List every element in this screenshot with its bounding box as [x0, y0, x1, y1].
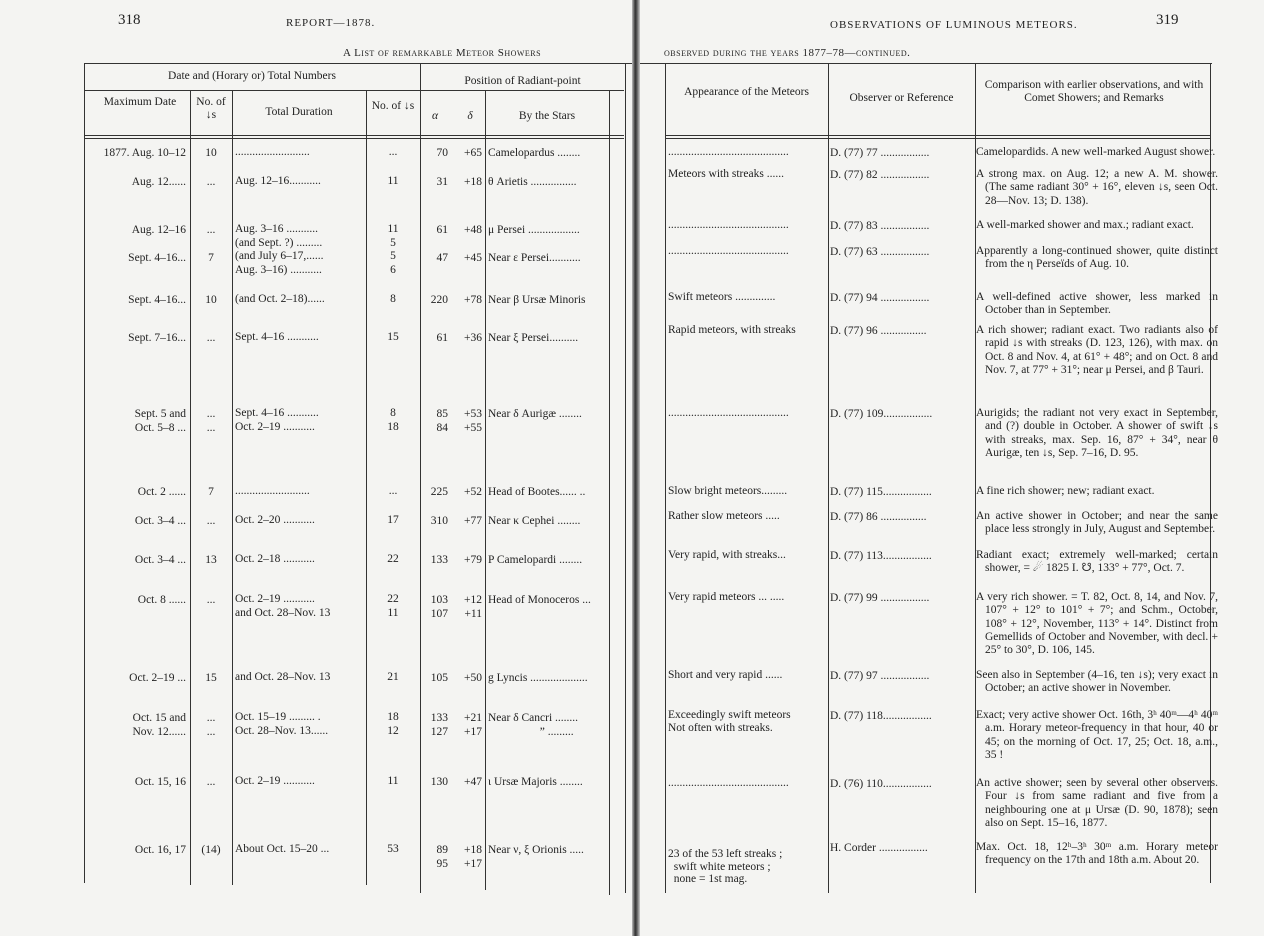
observer-cell: D. (77) 83 .................	[830, 220, 930, 232]
appearance-cell: ..........................................	[668, 219, 789, 231]
count-cell: 10	[205, 147, 217, 159]
star-cell: P Camelopardi ........	[488, 554, 583, 566]
remarks-cell: Seen also in September (4–16, ten ↓s); very exact in October; an active shower in November.	[976, 669, 1218, 695]
header-comparison: Comparison with earlier observations, and with Comet Showers; and Remarks	[984, 79, 1204, 104]
appearance-cell: 23 of the 53 left streaks ; swift white meteors ; none = 1st mag.	[668, 848, 783, 885]
observer-cell: D. (77) 94 .................	[830, 292, 930, 304]
alpha-cell: 89 95	[436, 844, 448, 870]
header-by-stars: By the Stars	[518, 110, 576, 122]
header-no-of-1: No. of ↓s	[196, 96, 226, 121]
observer-cell: D. (77) 77 .................	[830, 147, 930, 159]
delta-cell: +12 +11	[464, 594, 482, 620]
remarks-cell: A very rich shower. = T. 82, Oct. 8, 14, and Nov. 7, 107° + 12° to 101° + 7°; and Schm., October, 108° + 12°, November, 113° + 14°. Distinct from Gemellids of October and November, with decl. + 25° to 30°, D. 106, 145.	[976, 591, 1218, 657]
observer-cell: D. (77) 82 .................	[830, 169, 930, 181]
alpha-cell: 130	[430, 776, 448, 788]
header-no-of-2: No. of ↓s	[371, 100, 415, 112]
alpha-cell: 31	[436, 176, 448, 188]
appearance-cell: Swift meteors ..............	[668, 291, 776, 303]
table-caption: observed during the years 1877–78—continued.	[664, 47, 911, 59]
delta-cell: +65	[464, 147, 482, 159]
header-delta: δ	[467, 110, 473, 122]
appearance-cell: ..........................................	[668, 146, 789, 158]
max-date-cell: Oct. 3–4 ...	[134, 554, 186, 566]
duration-cell: Sept. 4–16 ...........	[235, 331, 319, 343]
total-count-cell: 11 5 5 6	[387, 223, 399, 276]
delta-cell: +48 +45	[464, 224, 482, 264]
right-page	[640, 0, 1264, 936]
count-cell: ...	[206, 332, 216, 344]
total-count-cell: 17	[387, 514, 399, 526]
max-date-cell: Sept. 5 and Oct. 5–8 ...	[134, 408, 186, 434]
star-cell: μ Persei .................. Near ε Persei...........	[488, 224, 581, 264]
duration-cell: About Oct. 15–20 ...	[235, 843, 330, 855]
appearance-cell: Very rapid meteors ... .....	[668, 591, 785, 603]
remarks-cell: Max. Oct. 18, 12ʰ–3ʰ 30ᵐ a.m. Horary meteor frequency on the 17th and 18th a.m. About 20.	[976, 841, 1218, 867]
total-count-cell: 8	[390, 293, 396, 305]
count-cell: (14)	[201, 844, 221, 856]
remarks-cell: Camelopardids. A new well-marked August shower.	[976, 146, 1216, 158]
header-max-date: Maximum Date	[103, 96, 177, 108]
total-count-cell: 11	[387, 775, 399, 787]
alpha-cell: 103 107	[430, 594, 448, 620]
max-date-cell: Oct. 15, 16	[134, 776, 186, 788]
appearance-cell: ..........................................	[668, 245, 789, 257]
star-cell: Head of Bootes...... ..	[488, 486, 586, 498]
count-cell: ... ...	[206, 408, 216, 434]
delta-cell: +18 +17	[464, 844, 482, 870]
header-total-duration: Total Duration	[265, 106, 333, 118]
observer-cell: D. (77) 96 ................	[830, 325, 927, 337]
duration-cell: and Oct. 28–Nov. 13	[235, 671, 331, 683]
duration-cell: ..........................	[235, 146, 310, 158]
total-count-cell: 21	[387, 671, 399, 683]
duration-cell: Aug. 12–16...........	[235, 175, 321, 187]
max-date-cell: Oct. 16, 17	[134, 844, 186, 856]
remarks-cell: Radiant exact; extremely well-marked; certain shower, = ☄ 1825 I. ☋, 133° + 77°, Oct. 7.	[976, 549, 1218, 575]
delta-cell: +53 +55	[464, 408, 482, 434]
count-cell: 13	[205, 554, 217, 566]
delta-cell: +50	[464, 672, 482, 684]
observer-cell: D. (77) 115.................	[830, 486, 932, 498]
count-cell: ...	[206, 176, 216, 188]
remarks-cell: A rich shower; radiant exact. Two radiants also of rapid ↓s with streaks (D. 123, 126), with max. on Oct. 8 and Nov. 4, at 61° + 48°; and on Oct. 8 and Nov. 7, at 77° + 31°; near μ Persei, and β Tauri.	[976, 324, 1218, 376]
observer-cell: H. Corder .................	[830, 842, 928, 854]
remarks-cell: An active shower; seen by several other observers. Four ↓s from same radiant and five from a neighbouring one at μ Ursæ (D. 90, 1878); seen also on Sept. 15–16, 1877.	[976, 777, 1218, 829]
appearance-cell: Rather slow meteors .....	[668, 510, 780, 522]
header-alpha: α	[431, 110, 439, 122]
alpha-cell: 133 127	[430, 712, 448, 738]
remarks-cell: A strong max. on Aug. 12; a new A. M. shower. (The same radiant 30° + 16°, eleven ↓s, seen Oct. 28—Nov. 13; D. 138).	[976, 168, 1218, 207]
duration-cell: Oct. 2–19 ...........	[235, 775, 315, 787]
alpha-cell: 225	[430, 486, 448, 498]
delta-cell: +52	[464, 486, 482, 498]
total-count-cell: 8 18	[387, 407, 399, 433]
max-date-cell: Sept. 7–16...	[128, 332, 186, 344]
duration-cell: Oct. 15–19 ......... . Oct. 28–Nov. 13......	[235, 711, 329, 737]
max-date-cell: Oct. 2–19 ...	[129, 672, 186, 684]
table-caption: A List of remarkable Meteor Showers	[343, 47, 542, 59]
star-cell: Near ξ Persei..........	[488, 332, 579, 344]
header-appearance: Appearance of the Meteors	[684, 86, 809, 98]
observer-cell: D. (77) 63 .................	[830, 246, 930, 258]
header-dates-group: Date and (Horary or) Total Numbers	[168, 70, 336, 82]
alpha-cell: 61	[436, 332, 448, 344]
alpha-cell: 133	[430, 554, 448, 566]
appearance-cell: Short and very rapid ......	[668, 669, 783, 681]
total-count-cell: ...	[388, 146, 398, 158]
total-count-cell: 15	[387, 331, 399, 343]
observer-cell: D. (76) 110.................	[830, 778, 932, 790]
total-count-cell: 18 12	[387, 711, 399, 737]
page-number: 319	[1156, 12, 1179, 28]
header-observer: Observer or Reference	[849, 92, 954, 104]
star-cell: Near δ Cancri ........ ” .........	[488, 712, 579, 738]
count-cell: ...	[206, 594, 216, 606]
count-cell: ... 7	[206, 224, 216, 264]
max-date-cell: Oct. 8 ......	[137, 594, 186, 606]
duration-cell: Sept. 4–16 ........... Oct. 2–19 ...........	[235, 407, 319, 433]
duration-cell: Aug. 3–16 ........... (and Sept. ?) ......... (and July 6–17,...... Aug. 3–16) ...........	[235, 223, 324, 276]
star-cell: Head of Monoceros ...	[488, 594, 591, 606]
delta-cell: +78	[464, 294, 482, 306]
total-count-cell: 53	[387, 843, 399, 855]
star-cell: Near δ Aurigæ ........	[488, 408, 582, 420]
book-gutter	[632, 0, 640, 936]
appearance-cell: Slow bright meteors.........	[668, 485, 788, 497]
count-cell: ... ...	[206, 712, 216, 738]
page-number: 318	[118, 12, 141, 28]
appearance-cell: Very rapid, with streaks...	[668, 549, 786, 561]
delta-cell: +36	[464, 332, 482, 344]
appearance-cell: ..........................................	[668, 777, 789, 789]
delta-cell: +21 +17	[464, 712, 482, 738]
max-date-cell: Sept. 4–16...	[128, 294, 186, 306]
observer-cell: D. (77) 99 .................	[830, 592, 930, 604]
appearance-cell: Exceedingly swift meteors Not often with streaks.	[668, 709, 791, 734]
remarks-cell: Apparently a long-continued shower, quite distinct from the η Perseïds of Aug. 10.	[976, 245, 1218, 271]
duration-cell: ..........................	[235, 485, 310, 497]
observer-cell: D. (77) 109.................	[830, 408, 933, 420]
observer-cell: D. (77) 118.................	[830, 710, 932, 722]
star-cell: g Lyncis ....................	[488, 672, 588, 684]
alpha-cell: 105	[430, 672, 448, 684]
star-cell: Near ν, ξ Orionis .....	[488, 844, 584, 856]
star-cell: ι Ursæ Majoris ........	[488, 776, 583, 788]
remarks-cell: A fine rich shower; new; radiant exact.	[976, 485, 1155, 497]
alpha-cell: 85 84	[436, 408, 448, 434]
star-cell: Near κ Cephei ........	[488, 515, 581, 527]
delta-cell: +79	[464, 554, 482, 566]
duration-cell: Oct. 2–18 ...........	[235, 553, 315, 565]
appearance-cell: Rapid meteors, with streaks	[668, 324, 796, 336]
appearance-cell: ..........................................	[668, 407, 789, 419]
appearance-cell: Meteors with streaks ......	[668, 168, 784, 180]
total-count-cell: 22 11	[387, 593, 399, 619]
delta-cell: +47	[464, 776, 482, 788]
remarks-cell: An active shower in October; and near the same place less strongly in July, August and September.	[976, 510, 1218, 536]
total-count-cell: ...	[388, 485, 398, 497]
max-date-cell: Oct. 2 ......	[137, 486, 186, 498]
remarks-cell: A well-marked shower and max.; radiant exact.	[976, 219, 1194, 231]
alpha-cell: 310	[430, 515, 448, 527]
observer-cell: D. (77) 86 ................	[830, 511, 927, 523]
max-date-cell: Aug. 12......	[131, 176, 186, 188]
delta-cell: +18	[464, 176, 482, 188]
running-head: OBSERVATIONS OF LUMINOUS METEORS.	[830, 19, 1078, 31]
remarks-cell: A well-defined active shower, less marked in October than in September.	[976, 291, 1218, 317]
alpha-cell: 70	[436, 147, 448, 159]
remarks-cell: Exact; very active shower Oct. 16th, 3ʰ 40ᵐ—4ʰ 40ᵐ a.m. Horary meteor-frequency in that hour, 40 or 45; on the morning of Oct. 17, 25; Oct. 18, a.m., 35 !	[976, 709, 1218, 761]
max-date-cell: 1877. Aug. 10–12	[103, 147, 186, 159]
star-cell: θ Arietis ................	[488, 176, 577, 188]
alpha-cell: 220	[430, 294, 448, 306]
observer-cell: D. (77) 97 .................	[830, 670, 930, 682]
duration-cell: Oct. 2–19 ........... and Oct. 28–Nov. 13	[235, 593, 331, 619]
running-head: REPORT—1878.	[286, 17, 376, 29]
delta-cell: +77	[464, 515, 482, 527]
max-date-cell: Aug. 12–16 Sept. 4–16...	[128, 224, 186, 264]
alpha-cell: 61 47	[436, 224, 448, 264]
count-cell: 7	[208, 486, 214, 498]
star-cell: Camelopardus ........	[488, 147, 581, 159]
remarks-cell: Aurigids; the radiant not very exact in September, and (?) double in October. A shower of swift ↓s with streaks, max. Sep. 16, 87° + 34°, near θ Aurigæ, ten ↓s, Sep. 7–16, D. 95.	[976, 407, 1218, 459]
count-cell: ...	[206, 776, 216, 788]
count-cell: 10	[205, 294, 217, 306]
max-date-cell: Oct. 3–4 ...	[134, 515, 186, 527]
observer-cell: D. (77) 113.................	[830, 550, 932, 562]
header-radiant-group: Position of Radiant-point	[464, 75, 581, 87]
total-count-cell: 22	[387, 553, 399, 565]
duration-cell: Oct. 2–20 ...........	[235, 514, 315, 526]
max-date-cell: Oct. 15 and Nov. 12......	[132, 712, 186, 738]
total-count-cell: 11	[387, 175, 399, 187]
duration-cell: (and Oct. 2–18)......	[235, 293, 325, 305]
count-cell: ...	[206, 515, 216, 527]
star-cell: Near β Ursæ Minoris	[488, 294, 586, 306]
count-cell: 15	[205, 672, 217, 684]
